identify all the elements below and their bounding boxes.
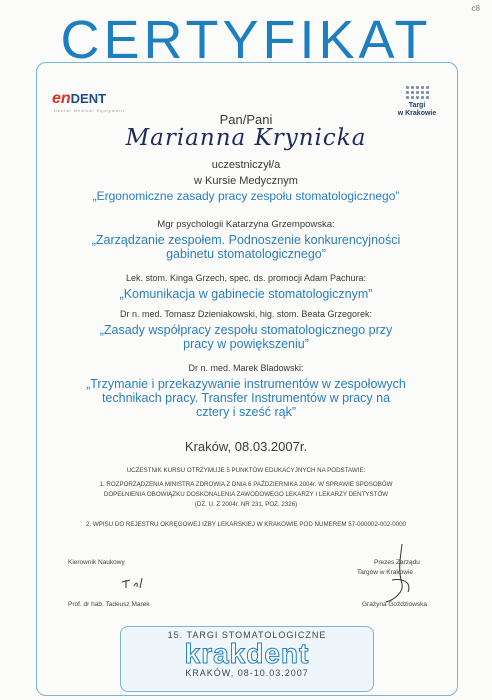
legal-line: 2. WPISU DO REJESTRU OKRĘGOWEJ IZBY LEKARSKIEJ W KRAKOWIE POD NUMEREM 57-000002-002-0000 (85, 521, 406, 528)
right-signatory-name: Grażyna Goździowska (362, 601, 428, 608)
logo-tagline: Dental Medical Equipment (54, 108, 125, 113)
right-signatory-role: Prezes Zarządu (374, 559, 420, 566)
left-signatory-role: Kierownik Naukowy (68, 559, 125, 566)
endent-logo (52, 90, 125, 113)
certificate-title: CERTYFIKAT (60, 10, 432, 70)
session-topic: „Zarządzanie zespołem. Podnoszenie konkurencyjności gabinetu stomatologicznego” (91, 233, 401, 261)
event-banner (120, 626, 374, 692)
legal-line: UCZESTNIK KURSU OTRZYMUJE 5 PUNKTÓW EDUKACYJNYCH NA PODSTAWIE: (126, 467, 366, 474)
logo-brand: DENT (70, 91, 107, 106)
session-speaker: Dr n. med. Marek Bladowski: (188, 363, 304, 373)
legal-line: 1. ROZPORZĄDZENIA MINISTRA ZDROWIA Z DNIA 6 PAŹDZIERNIKA 2004r. W SPRAWIE SPOSOBÓW (99, 481, 393, 488)
corner-note: c8 (471, 4, 480, 13)
session-speaker: Mgr psychologii Katarzyna Grzempowska: (157, 219, 335, 230)
course-title: „Ergonomiczne zasady pracy zespołu stomatologicznego” (92, 189, 400, 203)
left-signatory-name: Prof. dr hab. Tadeusz Marek (68, 601, 150, 608)
banner-place-date: KRAKÓW, 08-10.03.2007 (185, 668, 309, 678)
krakdent-logo: krakdent (184, 638, 310, 669)
logo-right-line2: w Krakowie (397, 110, 437, 117)
banner-event-name: 15. TARGI STOMATOLOGICZNE (167, 630, 327, 640)
session-speaker: Lek. stom. Kinga Grzech, spec. ds. promocji Adam Pachura: (125, 273, 367, 283)
logo-prefix: en (52, 90, 71, 107)
participated-text: uczestniczył/a (211, 159, 281, 171)
legal-line: DOPEŁNIENIA OBOWIĄZKU DOSKONALENIA ZAWODOWEGO LEKARZY I LEKARZY DENTYSTÓW (103, 491, 389, 498)
session-topic: „Trzymanie i przekazywanie instrumentów w zespołowych technikach pracy. Transfer Instrumentów w pracy na cztery i sześć rąk” (86, 377, 406, 419)
right-signature-mark (372, 540, 432, 610)
session-topic: „Komunikacja w gabinecie stomatologicznym” (119, 287, 373, 301)
session-topic: „Zasady współpracy zespołu stomatologicznego przy pracy w powiększeniu” (99, 323, 393, 351)
course-intro: w Kursie Medycznym (194, 175, 298, 187)
right-signatory-role: Targów w Krakowie (357, 569, 413, 576)
place-date: Kraków, 08.03.2007r. (184, 439, 308, 454)
dots-icon (394, 86, 440, 99)
salutation: Pan/Pani (219, 112, 273, 127)
logo-right-line1: Targi (408, 102, 426, 109)
participant-name: Marianna Krynicka (125, 125, 367, 151)
session-speaker: Dr n. med. Tomasz Dzieniakowski, hig. stom. Beata Grzegorek: (120, 309, 372, 319)
left-signature-mark (120, 574, 160, 592)
legal-line: (DZ. U. Z 2004r. NR 231, POZ. 2326) (194, 501, 298, 508)
